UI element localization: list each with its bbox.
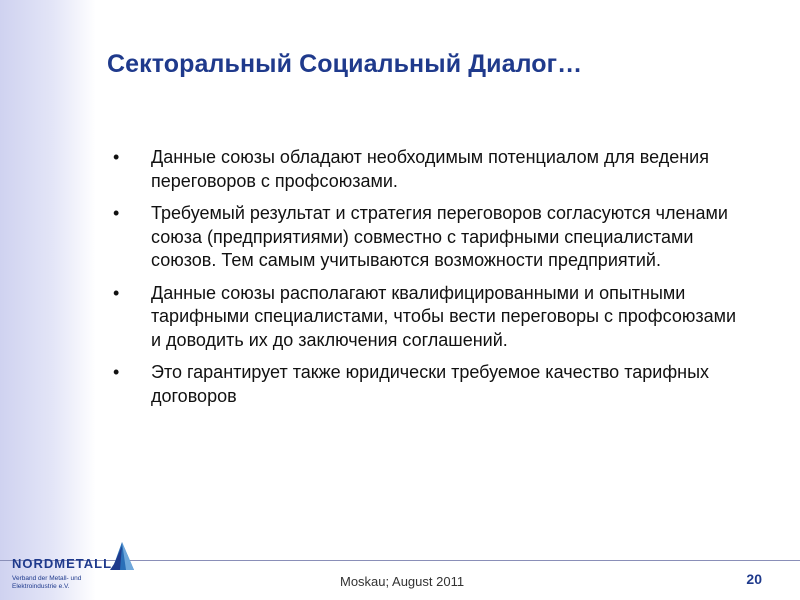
- side-gradient-band: [0, 0, 96, 600]
- bullet-dot: •: [113, 203, 120, 223]
- bullet-item: [107, 202, 747, 273]
- logo-wordmark: NORDMETALL: [12, 556, 113, 571]
- nordmetall-logo: [8, 540, 138, 598]
- bullet-text: Это гарантирует также юридически требуемое качество тарифных договоров: [151, 362, 709, 406]
- bullet-dot: •: [113, 282, 120, 303]
- bullet-text: Данные союзы располагают квалифицированными и опытными тарифными специалистами, чтобы вести переговоры с профсоюзами и доводить их до заключения соглашений.: [151, 282, 737, 350]
- bullet-dot: •: [113, 362, 120, 382]
- bullet-list: [107, 146, 747, 417]
- bullet-text: Данные союзы обладают необходимым потенциалом для ведения переговоров с профсоюзами.: [151, 147, 709, 191]
- bullet-item: [107, 361, 747, 408]
- bullet-item: [107, 282, 747, 353]
- bullet-text: Требуемый результат и стратегия переговоров согласуются членами союза (предприятиями) совместно с тарифными специалистами союзов. Тем самым учитываются возможности предприятий.: [151, 203, 728, 270]
- bullet-item: [107, 146, 747, 193]
- slide-title: Секторальный Социальный Диалог…: [107, 50, 583, 78]
- page-number: 20: [746, 571, 762, 587]
- bullet-dot: •: [113, 147, 120, 167]
- footer-location-date: Moskau; August 2011: [340, 574, 465, 589]
- logo-subtitle: Verband der Metall- und Elektroindustrie e.V.: [12, 575, 82, 590]
